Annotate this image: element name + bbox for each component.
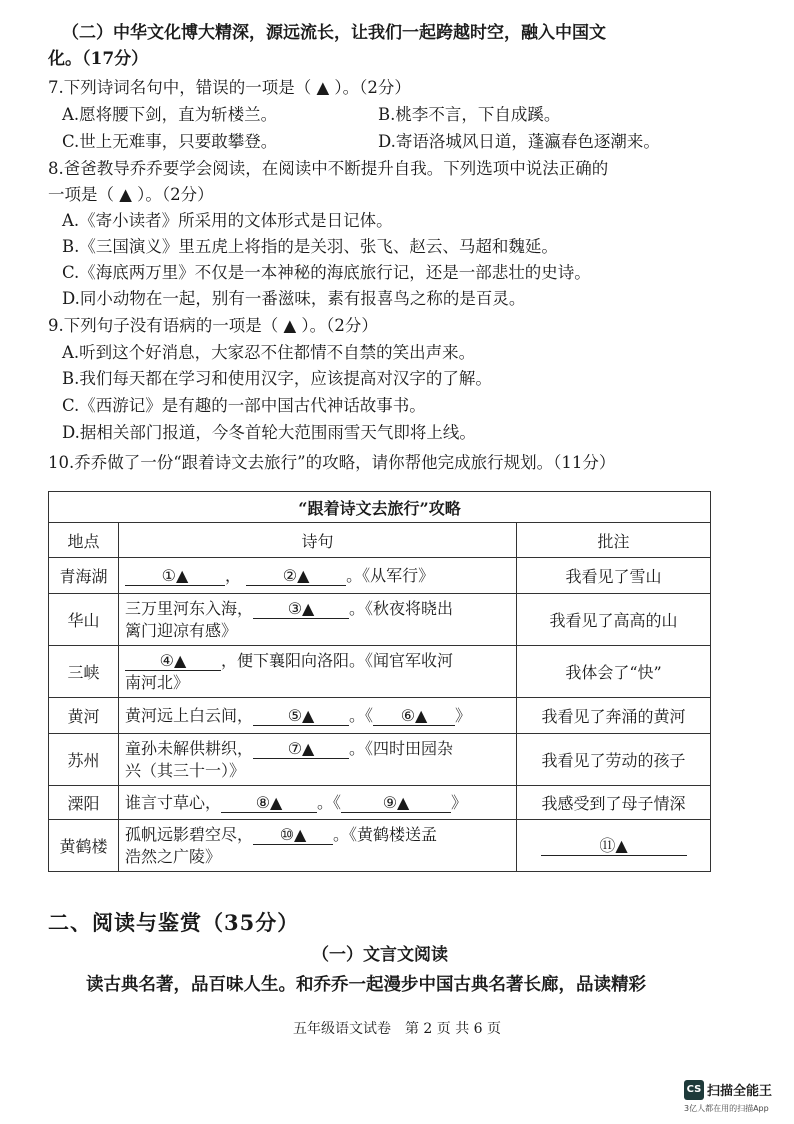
poem-text: 黄河远上白云间， bbox=[125, 705, 254, 725]
q10-stem: 10.乔乔做了一份“跟着诗文去旅行”的攻略，请你帮他完成旅行规划。（11分） bbox=[48, 453, 616, 472]
poem-text: 篱门迎凉有感》 bbox=[125, 620, 238, 640]
q9-option-c: C.《西游记》是有趣的一部中国古代神话故事书。 bbox=[62, 396, 426, 415]
q8-stem: 8.爸爸教导乔乔要学会阅读，在阅读中不断提升自我。下列选项中说法正确的 bbox=[48, 159, 609, 178]
q8-option-b: B.《三国演义》里五虎上将指的是关羽、张飞、赵云、马超和魏延。 bbox=[62, 237, 558, 256]
poem-text: 浩然之广陵》 bbox=[125, 846, 222, 866]
section-heading-cont: 化。（17分） bbox=[48, 49, 149, 69]
q8-option-c: C.《海底两万里》不仅是一本神秘的海底旅行记，还是一部悲壮的史诗。 bbox=[62, 263, 591, 282]
part-heading: 二、阅读与鉴赏（35分） bbox=[48, 910, 300, 935]
camscanner-icon: CS bbox=[684, 1080, 704, 1100]
header-place: 地点 bbox=[49, 523, 119, 558]
place-cell: 黄河 bbox=[49, 698, 119, 734]
header-poem: 诗句 bbox=[119, 523, 517, 558]
place-cell: 溧阳 bbox=[49, 786, 119, 820]
q9-stem: 9.下列句子没有语病的一项是（ ▲ ）。（2分） bbox=[48, 316, 378, 335]
answer-blank: ⑦▲ bbox=[253, 740, 349, 759]
poem-text: ，便下襄阳向洛阳。《闻官军收河 bbox=[221, 650, 454, 670]
place-cell: 黄鹤楼 bbox=[49, 820, 119, 872]
q9-option-a: A.听到这个好消息，大家忍不住都情不自禁的笑出声来。 bbox=[62, 343, 476, 362]
poem-text: 童孙未解供耕织， bbox=[125, 738, 254, 758]
subsection-heading: （一）文言文阅读 bbox=[312, 945, 448, 965]
poem-text: 。《从军行》 bbox=[346, 565, 435, 585]
poem-text: 。《四时田园杂 bbox=[349, 738, 454, 758]
table-row bbox=[49, 594, 711, 646]
answer-blank: ⑪▲ bbox=[541, 837, 687, 856]
travel-strategy-table bbox=[48, 491, 711, 872]
poem-cell bbox=[119, 786, 517, 820]
note-cell: 我看见了雪山 bbox=[517, 558, 711, 594]
answer-blank: ③▲ bbox=[253, 600, 349, 619]
q7-option-a: A.愿将腰下剑，直为斩楼兰。 bbox=[62, 105, 278, 124]
poem-text: 。《 bbox=[317, 792, 342, 812]
q7-option-d: D.寄语洛城风日道，蓬瀛春色逐潮来。 bbox=[378, 132, 660, 151]
q8-option-d: D.同小动物在一起，别有一番滋味，素有报喜鸟之称的是百灵。 bbox=[62, 289, 526, 308]
table-row bbox=[49, 786, 711, 820]
place-cell: 苏州 bbox=[49, 734, 119, 786]
answer-blank: ⑩▲ bbox=[253, 826, 333, 845]
poem-text: 谁言寸草心， bbox=[125, 792, 222, 812]
poem-cell bbox=[119, 646, 517, 698]
poem-text: 南河北》 bbox=[125, 672, 190, 692]
answer-blank: ⑥▲ bbox=[373, 707, 455, 726]
q7-option-b: B.桃李不言，下自成蹊。 bbox=[378, 105, 561, 124]
note-cell: 我体会了“快” bbox=[517, 646, 711, 698]
table-row bbox=[49, 698, 711, 734]
table-row bbox=[49, 646, 711, 698]
table-title: “跟着诗文去旅行”攻略 bbox=[49, 492, 711, 523]
poem-text: 。《 bbox=[349, 705, 374, 725]
note-cell bbox=[517, 820, 711, 872]
note-cell: 我感受到了母子情深 bbox=[517, 786, 711, 820]
q7-option-c: C.世上无难事，只要敢攀登。 bbox=[62, 132, 278, 151]
poem-text: 兴（其三十一）》 bbox=[125, 760, 246, 780]
q9-option-d: D.据相关部门报道，今冬首轮大范围雨雪天气即将上线。 bbox=[62, 423, 476, 442]
answer-blank: ④▲ bbox=[125, 652, 221, 671]
note-cell: 我看见了高高的山 bbox=[517, 594, 711, 646]
poem-text: 》 bbox=[451, 792, 468, 812]
answer-blank: ⑤▲ bbox=[253, 707, 349, 726]
poem-text: 孤帆远影碧空尽， bbox=[125, 824, 254, 844]
note-cell: 我看见了劳动的孩子 bbox=[517, 734, 711, 786]
scanner-logo bbox=[684, 1079, 772, 1100]
place-cell: 华山 bbox=[49, 594, 119, 646]
intro-text: 读古典名著，品百味人生。和乔乔一起漫步中国古典名著长廊，品读精彩 bbox=[86, 975, 646, 995]
page-footer: 五年级语文试卷 第 2 页 共 6 页 bbox=[292, 1021, 502, 1037]
table-row bbox=[49, 734, 711, 786]
answer-blank: ⑨▲ bbox=[341, 794, 451, 813]
poem-cell bbox=[119, 594, 517, 646]
section-heading: （二）中华文化博大精深，源远流长，让我们一起跨越时空，融入中国文 bbox=[62, 23, 606, 43]
q8-stem-cont: 一项是（ ▲ ）。（2分） bbox=[48, 185, 214, 204]
poem-cell bbox=[119, 698, 517, 734]
poem-text: ， bbox=[225, 565, 242, 585]
answer-blank: ②▲ bbox=[246, 567, 346, 586]
table-row bbox=[49, 820, 711, 872]
poem-cell bbox=[119, 734, 517, 786]
poem-text: 。《秋夜将晓出 bbox=[349, 598, 454, 618]
note-cell: 我看见了奔涌的黄河 bbox=[517, 698, 711, 734]
poem-cell bbox=[119, 820, 517, 872]
scanner-tagline: 3亿人都在用的扫描App bbox=[684, 1104, 769, 1113]
q9-option-b: B.我们每天都在学习和使用汉字，应该提高对汉字的了解。 bbox=[62, 369, 492, 388]
q7-stem: 7.下列诗词名句中，错误的一项是（ ▲ ）。（2分） bbox=[48, 78, 411, 97]
poem-text: 。《黄鹤楼送孟 bbox=[333, 824, 438, 844]
answer-blank: ①▲ bbox=[125, 567, 225, 586]
place-cell: 三峡 bbox=[49, 646, 119, 698]
poem-text: 三万里河东入海， bbox=[125, 598, 254, 618]
table-row bbox=[49, 558, 711, 594]
q8-option-a: A.《寄小读者》所采用的文体形式是日记体。 bbox=[62, 211, 393, 230]
answer-blank: ⑧▲ bbox=[221, 794, 317, 813]
place-cell: 青海湖 bbox=[49, 558, 119, 594]
poem-text: 》 bbox=[455, 705, 472, 725]
header-note: 批注 bbox=[517, 523, 711, 558]
scanner-name: 扫描全能王 bbox=[707, 1084, 773, 1099]
poem-cell bbox=[119, 558, 517, 594]
